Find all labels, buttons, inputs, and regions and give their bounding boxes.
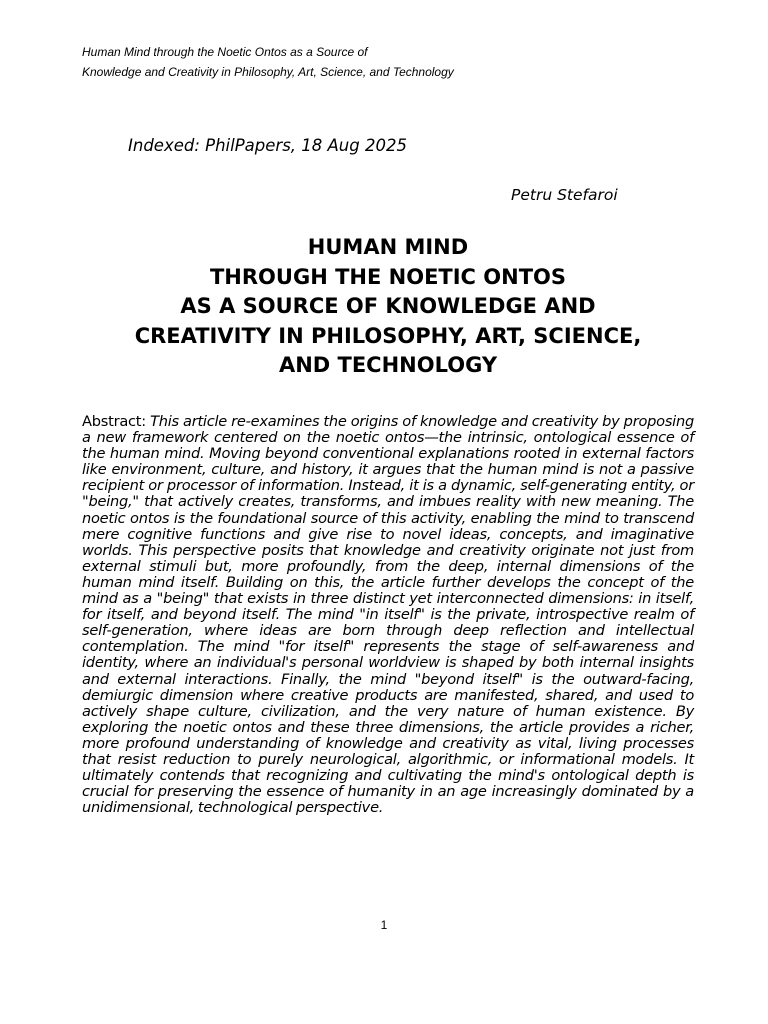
running-header-line-1: Human Mind through the Noetic Ontos as a Source of [82, 45, 368, 59]
author-name: Petru Stefaroi [511, 186, 618, 204]
title-line-3: AS A SOURCE OF KNOWLEDGE AND [180, 294, 596, 318]
title-line-2: THROUGH THE NOETIC ONTOS [209, 264, 566, 289]
abstract [82, 414, 694, 816]
abstract-text: This article re-examines the origins of knowledge and creativity by proposing a new framework centered on the noetic ontos—the intrinsic, ontological essence of the human mind. Moving beyond conventional explanations rooted in external factors like environment, culture, and history, it argues that the human mind is not a passive recipient or processor of information. Instead, it is a dynamic, self-generating entity, or "being," that actively creates, transforms, and imbues reality with new meaning. The noetic ontos is the foundational source of this activity, enabling the mind to transcend mere cognitive functions and give rise to novel ideas, concepts, and imaginative worlds. This perspective posits that knowledge and creativity originate not just from external stimuli but, more profoundly, from the deep, internal dimensions of the human mind itself. Building on this, the article further develops the concept of the mind as a "being" that exists in three distinct yet interconnected dimensions: in itself, for itself, and beyond itself. The mind "in itself" is the private, introspective realm of self-generation, where ideas are born through deep reflection and intellectual contemplation. The mind "for itself" represents the stage of self-awareness and identity, where an individual's personal worldview is shaped by both internal insights and external interactions. Finally, the mind "beyond itself" is the outward-facing, demiurgic dimension where creative products are manifested, shared, and used to actively shape culture, civilization, and the very nature of human existence. By exploring the noetic ontos and these three dimensions, the article provides a richer, more profound understanding of knowledge and creativity as vital, living processes that resist reduction to purely neurological, algorithmic, or informational models. It ultimately contends that recognizing and cultivating the mind's ontological depth is crucial for preserving the essence of humanity in an age increasingly dominated by a unidimensional, technological perspective. [82, 413, 694, 817]
indexed-note: Indexed: PhilPapers, 18 Aug 2025 [128, 136, 407, 155]
title-line-1: HUMAN MIND [307, 235, 469, 259]
running-header [82, 42, 702, 82]
running-header-line-2: Knowledge and Creativity in Philosophy, Art, Science, and Technology [82, 65, 454, 79]
paper-title [82, 233, 694, 381]
title-line-5: AND TECHNOLOGY [278, 353, 498, 377]
abstract-label: Abstract: [82, 413, 151, 430]
page-number: 1 [380, 918, 388, 932]
title-line-4: CREATIVITY IN PHILOSOPHY, ART, SCIENCE, [134, 323, 642, 348]
